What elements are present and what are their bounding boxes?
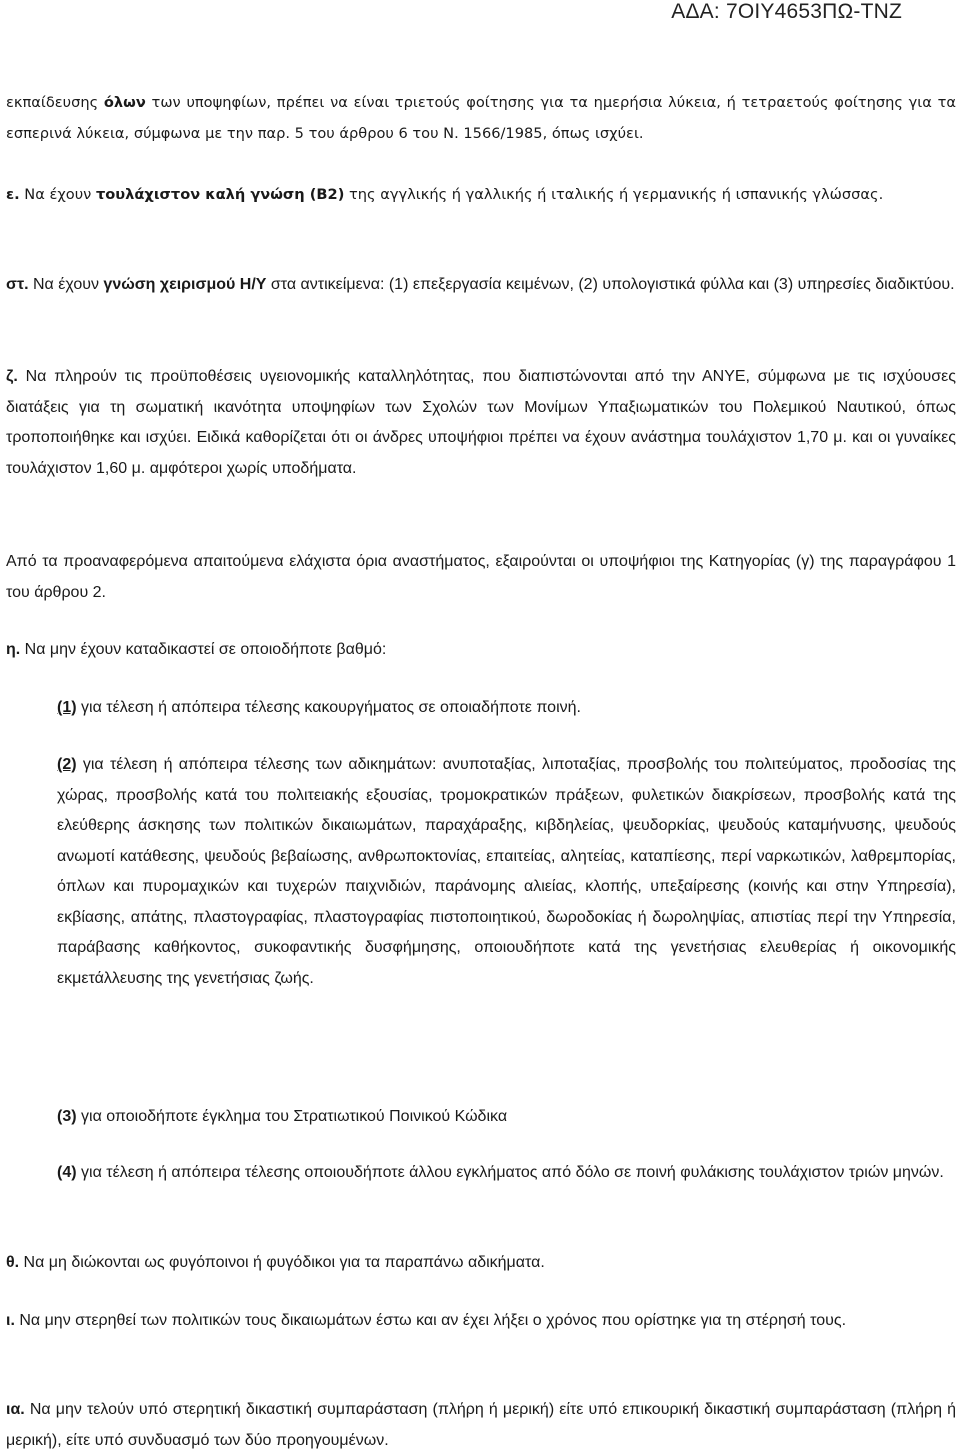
paragraph-h1-felony xyxy=(57,693,956,724)
bold-text: γνώση χειρισμού Η/Υ xyxy=(103,276,267,293)
paragraph-ia-guardianship xyxy=(6,1395,956,1456)
item-letter: ια. xyxy=(6,1401,25,1418)
text: Να μην στερηθεί των πολιτικών τους δικαιωμάτων έστω και αν έχει λήξει ο χρόνος που ορίστηκε για τη στέρησή τους. xyxy=(14,1312,847,1329)
paragraph-th-fugitives xyxy=(6,1248,956,1279)
item-number: (2) xyxy=(57,756,77,773)
item-letter: στ. xyxy=(6,276,29,293)
bold-text: όλων xyxy=(103,94,146,111)
text: για τέλεση ή απόπειρα τέλεσης οποιουδήποτε άλλου εγκλήματος από δόλο σε ποινή φυλάκισης τουλάχιστον τριών μηνών. xyxy=(76,1164,944,1181)
item-number: (4) xyxy=(57,1164,77,1181)
item-letter: ι. xyxy=(6,1312,15,1329)
item-letter: ζ. xyxy=(6,368,18,385)
text: για οποιοδήποτε έγκλημα του Στρατιωτικού Ποινικού Κώδικα xyxy=(76,1108,508,1125)
item-letter: ε. xyxy=(6,186,20,203)
text: Να μη διώκονται ως φυγόποινοι ή φυγόδικοι για τα παραπάνω αδικήματα. xyxy=(19,1254,545,1271)
text: για τέλεση ή απόπειρα τέλεσης κακουργήματος σε οποιαδήποτε ποινή. xyxy=(76,699,581,716)
paragraph-z-health xyxy=(6,362,956,484)
item-number: (1) xyxy=(57,699,77,716)
paragraph-i-political-rights xyxy=(6,1306,956,1337)
text: στα αντικείμενα: (1) επεξεργασία κειμένων, (2) υπολογιστικά φύλλα και (3) υπηρεσίες διαδικτύου. xyxy=(266,276,955,293)
text: Να πληρούν τις προϋποθέσεις υγειονομικής καταλληλότητας, που διαπιστώνονται από την ΑΝΥΕ, σύμφωνα με τις ισχύουσες διατάξεις για τη σωματική ικανότητα υποψηφίων των Σχολών των Μονίμων Υπαξιωματικών του Πολεμικού Ναυτικού, όπως τροποποιήθηκε και ισχύει. Ειδικά καθορίζεται ότι οι άνδρες υποψήφιοι πρέπει να έχουν ανάστημα τουλάχιστον 1,70 μ. και οι γυναίκες τουλάχιστον 1,60 μ. αμφότεροι χωρίς υποδήματα. xyxy=(6,368,956,477)
text: της αγγλικής ή γαλλικής ή ιταλικής ή γερμανικής ή ισπανικής γλώσσας. xyxy=(344,186,884,203)
text: Να μην έχουν καταδικαστεί σε οποιοδήποτε βαθμό: xyxy=(20,641,387,658)
paragraph-st-computer-skills xyxy=(6,270,956,301)
paragraph-education xyxy=(6,88,956,149)
text: εκπαίδευσης xyxy=(6,94,104,111)
paragraph-height-exemption: Από τα προαναφερόμενα απαιτούμενα ελάχιστα όρια αναστήματος, εξαιρούνται οι υποψήφιοι της Κατηγορίας (γ) της παραγράφου 1 του άρθρου 2. xyxy=(6,553,956,601)
ada-code-header: ΑΔΑ: 7ΟΙΥ4653ΠΩ-ΤΝΖ xyxy=(671,0,902,23)
paragraph-h3-military-code xyxy=(57,1102,956,1133)
paragraph-e-languages xyxy=(6,180,956,211)
text: των υποψηφίων, πρέπει να είναι τριετούς φοίτησης για τα ημερήσια λύκεια, ή τετραετούς φοίτησης για τα εσπερινά λύκεια, σύμφωνα με την παρ. 5 του άρθρου 6 του Ν. 1566/1985, όπως ισχύει. xyxy=(6,94,956,142)
paragraph-h-convictions xyxy=(6,635,956,666)
text: Να έχουν xyxy=(28,276,104,293)
paragraph-h4-imprisonment xyxy=(57,1158,956,1189)
text: Να έχουν xyxy=(19,186,96,203)
item-number: (3) xyxy=(57,1108,77,1125)
text: για τέλεση ή απόπειρα τέλεσης των αδικημάτων: ανυποταξίας, λιποταξίας, προσβολής του πολιτεύματος, προδοσίας της χώρας, προσβολής κατά του πολιτειακής εξουσίας, τρομοκρατικών πράξεων, φυλετικών διακρίσεων, προσβολής κατά της ελεύθερης άσκησης των πολιτικών δικαιωμάτων, παραχάραξης, κιβδηλείας, ψευδορκίας, ψευδούς καταμήνυσης, ψευδούς ανωμοτί κατάθεσης, ψευδούς βεβαίωσης, ανθρωποκτονίας, επαιτείας, αλητείας, καταπίεσης, περί ναρκωτικών, λαθρεμπορίας, όπλων και πυρομαχικών και τυχερών παιχνιδιών, παράνομης αλιείας, κλοπής, υπεξαίρεσης (κοινής και στην Υπηρεσία), εκβίασης, απάτης, πλαστογραφίας, πλαστογραφίας πιστοποιητικού, δωροδοκίας ή δωροληψίας, απιστίας περί την Υπηρεσία, παράβασης καθήκοντος, συκοφαντικής δυσφήμησης, οποιουδήποτε κατά της γενετήσιας ελευθερίας ή οικονομικής εκμετάλλευσης της γενετήσιας ζωής. xyxy=(57,756,956,987)
text: Να μην τελούν υπό στερητική δικαστική συμπαράσταση (πλήρη ή μερική) είτε υπό επικουρική δικαστική συμπαράσταση (πλήρη ή μερική), είτε υπό συνδυασμό των δύο προηγουμένων. xyxy=(6,1401,956,1449)
item-letter: η. xyxy=(6,641,21,658)
item-letter: θ. xyxy=(6,1254,20,1271)
bold-text: τουλάχιστον καλή γνώση (Β2) xyxy=(95,186,345,203)
paragraph-h2-offences xyxy=(57,750,956,994)
